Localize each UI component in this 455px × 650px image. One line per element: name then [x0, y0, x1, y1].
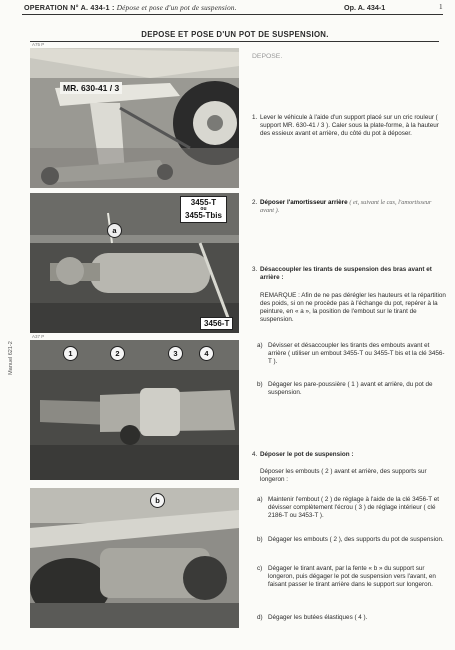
marker-3: 3 [168, 346, 183, 361]
marker-1: 1 [63, 346, 78, 361]
marker-a: a [107, 223, 122, 238]
step-2-text [260, 199, 446, 215]
step-1-num: 1. [252, 114, 258, 121]
photo-jack [30, 48, 239, 188]
operation-reference: Op. A. 434-1 [344, 3, 386, 12]
jack-support-callout: MR. 630-41 / 3 [60, 82, 122, 94]
photo-1-id: A75 P [32, 42, 45, 47]
header-rule [22, 14, 443, 15]
operation-description: Dépose et pose d'un pot de suspension. [116, 4, 237, 12]
step-3-heading: Désaccoupler les tirants de suspension des bras avant et arrière : [260, 266, 432, 282]
marker-b: b [150, 493, 165, 508]
step-3a-num: a) [257, 342, 263, 349]
page-mark: 1 [439, 3, 443, 11]
marker-2: 2 [110, 346, 125, 361]
step-2-num: 2. [252, 199, 258, 206]
step-2-bold: Déposer l'amortisseur arrière [260, 199, 348, 206]
tool-callout-2: 3455-Tbis [185, 211, 222, 220]
operation-label: OPERATION N° A. 434-1 : [24, 3, 115, 12]
step-1-text: Lever le véhicule à l'aide d'un support placé sur un cric rouleur ( support MR. 630-41 / 3 ). Caler sous la plate-forme, à la hauteur des essieux avant et arrière, du côté du pot à déposer. [260, 114, 439, 138]
tool-callout-1: 3455-T [190, 198, 217, 207]
photo-support-slot [30, 488, 239, 628]
step-4a-num: a) [257, 496, 263, 503]
step-3b-num: b) [257, 381, 263, 388]
tool-callout-or: ou [200, 206, 207, 212]
step-4d-text: Dégager les butées élastiques ( 4 ). [268, 614, 368, 621]
remarque: REMARQUE : Afin de ne pas dérégler les hauteurs et la répartition des poids, si on ne procède pas à l'échange du pot, repérer à la peinture, en « a », la position de l'embout sur le tirant de suspension. [260, 292, 446, 324]
depose-heading: DEPOSE. [252, 53, 283, 60]
step-4c-text: Dégager le tirant avant, par la fente « b » du support sur longeron, puis dégager le pot de suspension vers l'avant, en faisant passer le tirant arrière dans le support sur longeron. [268, 565, 436, 589]
step-4b-text: Dégager les embouts ( 2 ), des supports du pot de suspension. [268, 536, 444, 543]
photo-3-id: A37 P [32, 334, 45, 339]
step-4a-text: Maintenir l'embout ( 2 ) de réglage à l'aide de la clé 3456-T et dévisser complètement l'écrou ( 3 ) de réglage intérieur ( clé 2186-T ou 3453-T ). [268, 496, 440, 520]
step-4b-num: b) [257, 536, 263, 543]
title-rule [30, 41, 439, 42]
step-4c-num: c) [257, 565, 263, 572]
marker-4: 4 [199, 346, 214, 361]
tool-callout-3455 [180, 196, 227, 223]
photo-shock-absorber [30, 193, 239, 333]
step-4-heading: Déposer le pot de suspension : [260, 451, 354, 458]
step-4-num: 4. [252, 451, 258, 458]
step-4d-num: d) [257, 614, 263, 621]
step-2-italic: ( et, suivant le cas, l'amortisseur avant ). [260, 199, 432, 215]
photo-suspension-pot [30, 340, 239, 480]
step-3b-text: Dégager les pare-poussière ( 1 ) avant et arrière, du pot de suspension. [268, 381, 433, 397]
tool-callout-3456: 3456-T [200, 317, 233, 330]
step-3-num: 3. [252, 266, 258, 273]
page-title: DEPOSE ET POSE D'UN POT DE SUSPENSION. [141, 30, 329, 39]
operation-header [24, 3, 237, 12]
step-3a-text: Dévisser et désaccoupler les tirants des embouts avant et arrière ( utiliser un embout 3455-T ou 3455-T bis et la clé 3456-T ). [268, 342, 445, 366]
side-margin-label: Manuel 621-2 [7, 341, 14, 375]
step-4-intro: Déposer les embouts ( 2 ) avant et arrière, des supports sur longeron : [260, 468, 427, 484]
